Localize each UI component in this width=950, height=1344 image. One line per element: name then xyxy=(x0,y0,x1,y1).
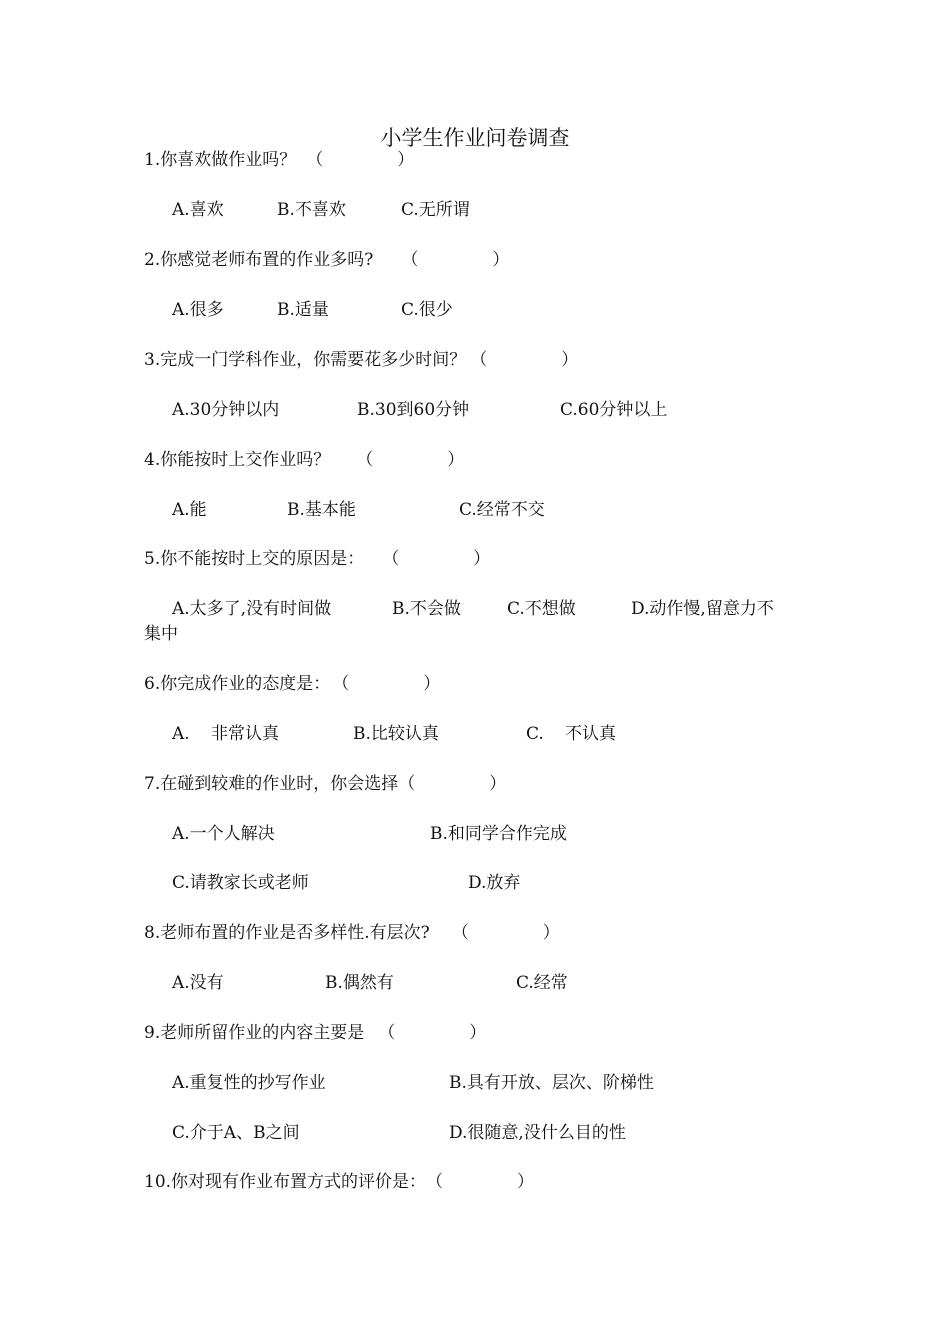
question-5 xyxy=(144,547,490,571)
answer-close-paren: ） xyxy=(473,549,491,569)
option-5b[interactable]: B.不会做 xyxy=(392,599,461,619)
question-text: 6.你完成作业的态度是： xyxy=(144,674,331,694)
question-8 xyxy=(144,921,560,945)
answer-open-paren: （ xyxy=(382,549,400,569)
option-9b[interactable]: B.具有开放、层次、阶梯性 xyxy=(449,1073,654,1093)
answer-open-paren: （ xyxy=(398,774,416,794)
answer-close-paren: ） xyxy=(469,1023,487,1043)
option-9d[interactable]: D.很随意,没什么目的性 xyxy=(449,1123,626,1143)
option-4c[interactable]: C.经常不交 xyxy=(459,500,545,520)
option-2b[interactable]: B.适量 xyxy=(277,300,329,320)
question-text: 1.你喜欢做作业吗？ xyxy=(144,150,297,170)
option-5a[interactable]: A.太多了,没有时间做 xyxy=(172,599,332,619)
question-10 xyxy=(144,1170,534,1194)
option-6c-text[interactable]: 不认真 xyxy=(565,724,616,744)
answer-open-paren: （ xyxy=(356,450,374,470)
option-1a[interactable]: A.喜欢 xyxy=(172,200,224,220)
answer-open-paren: （ xyxy=(306,150,324,170)
answer-close-paren: ） xyxy=(423,674,441,694)
answer-open-paren: （ xyxy=(401,250,419,270)
option-5c[interactable]: C.不想做 xyxy=(507,599,576,619)
answer-close-paren: ） xyxy=(542,923,560,943)
option-8c[interactable]: C.经常 xyxy=(516,973,568,993)
option-8a[interactable]: A.没有 xyxy=(172,973,224,993)
question-text: 5.你不能按时上交的原因是： xyxy=(144,549,365,569)
option-9a[interactable]: A.重复性的抄写作业 xyxy=(172,1073,326,1093)
answer-open-paren: （ xyxy=(426,1172,444,1192)
answer-open-paren: （ xyxy=(332,674,350,694)
option-4b[interactable]: B.基本能 xyxy=(287,500,356,520)
option-5d[interactable]: D.动作慢,留意力不 xyxy=(631,599,774,619)
question-text: 4.你能按时上交作业吗？ xyxy=(144,450,331,470)
option-8b[interactable]: B.偶然有 xyxy=(325,973,394,993)
question-6 xyxy=(144,672,440,696)
option-2a[interactable]: A.很多 xyxy=(172,300,224,320)
option-1b[interactable]: B.不喜欢 xyxy=(277,200,346,220)
option-6c-letter[interactable]: C. xyxy=(526,724,544,744)
option-7c[interactable]: C.请教家长或老师 xyxy=(172,873,309,893)
option-6a-text[interactable]: 非常认真 xyxy=(211,724,279,744)
answer-close-paren: ） xyxy=(561,350,579,370)
question-text: 3.完成一门学科作业，你需要花多少时间？ xyxy=(144,350,467,370)
answer-open-paren: （ xyxy=(451,923,469,943)
option-5d-continued: 集中 xyxy=(144,624,178,644)
option-1c[interactable]: C.无所谓 xyxy=(401,200,470,220)
question-2 xyxy=(144,248,509,272)
answer-close-paren: ） xyxy=(517,1172,535,1192)
answer-close-paren: ） xyxy=(492,250,510,270)
option-6a-letter[interactable]: A. xyxy=(172,724,190,744)
question-text: 7.在碰到较难的作业时，你会选择 xyxy=(144,774,399,794)
option-2c[interactable]: C.很少 xyxy=(401,300,453,320)
option-3c[interactable]: C.60分钟以上 xyxy=(560,400,668,420)
answer-open-paren: （ xyxy=(470,350,488,370)
option-9c[interactable]: C.介于A、B之间 xyxy=(172,1123,300,1143)
option-4a[interactable]: A.能 xyxy=(172,500,207,520)
option-3a[interactable]: A.30分钟以内 xyxy=(172,400,280,420)
question-1 xyxy=(144,148,414,172)
answer-close-paren: ） xyxy=(447,450,465,470)
question-text: 8.老师布置的作业是否多样性.有层次? xyxy=(144,923,430,943)
question-text: 2.你感觉老师布置的作业多吗? xyxy=(144,250,374,270)
question-text: 10.你对现有作业布置方式的评价是： xyxy=(144,1172,427,1192)
option-7b[interactable]: B.和同学合作完成 xyxy=(430,824,567,844)
option-3b[interactable]: B.30到60分钟 xyxy=(357,400,470,420)
option-7d[interactable]: D.放弃 xyxy=(468,873,521,893)
question-3 xyxy=(144,348,578,372)
question-text: 9.老师所留作业的内容主要是 xyxy=(144,1023,365,1043)
question-9 xyxy=(144,1021,486,1045)
answer-open-paren: （ xyxy=(378,1023,396,1043)
page-title: 小学生作业问卷调查 xyxy=(380,126,570,150)
question-4 xyxy=(144,448,464,472)
answer-close-paren: ） xyxy=(397,150,415,170)
answer-close-paren: ） xyxy=(489,774,507,794)
option-6b[interactable]: B.比较认真 xyxy=(353,724,439,744)
question-7 xyxy=(144,772,506,796)
option-7a[interactable]: A.一个人解决 xyxy=(172,824,275,844)
